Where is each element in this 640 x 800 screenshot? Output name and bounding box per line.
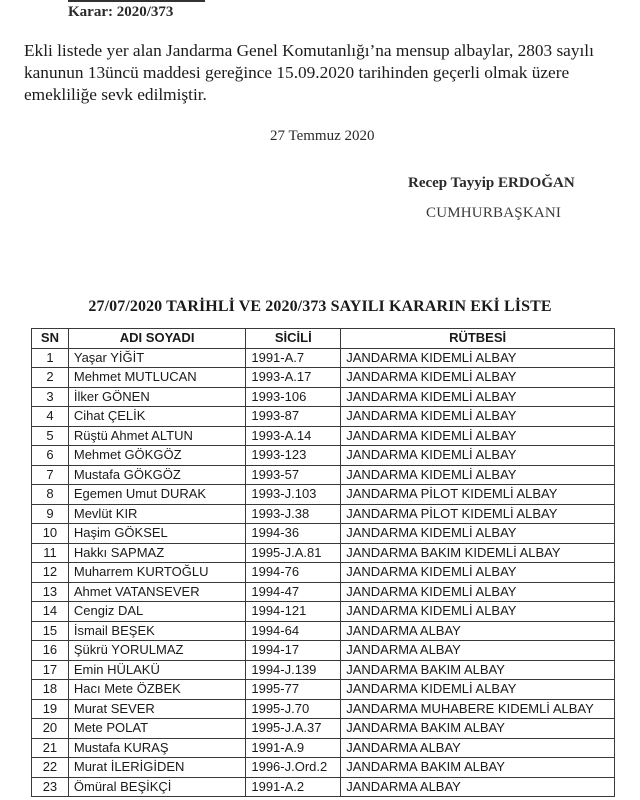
cell-rank: JANDARMA ALBAY	[341, 621, 615, 641]
cell-sicil: 1993-57	[246, 465, 341, 485]
cell-name: Muharrem KURTOĞLU	[68, 563, 245, 583]
cell-sicil: 1993-123	[246, 446, 341, 466]
signer-title: CUMHURBAŞKANI	[426, 205, 562, 221]
table-row	[32, 387, 615, 407]
cell-sicil: 1993-J.38	[246, 504, 341, 524]
cell-rank: JANDARMA KIDEMLİ ALBAY	[341, 602, 615, 622]
table-row	[32, 348, 615, 368]
cell-sicil: 1995-77	[246, 680, 341, 700]
cell-rank: JANDARMA PİLOT KIDEMLİ ALBAY	[341, 504, 615, 524]
cell-sicil: 1994-47	[246, 582, 341, 602]
cell-sicil: 1993-87	[246, 407, 341, 427]
table-row	[32, 543, 615, 563]
cell-name: Murat İLERİGİDEN	[68, 758, 245, 778]
cell-name: Mete POLAT	[68, 719, 245, 739]
cell-name: Mevlüt KIR	[68, 504, 245, 524]
cell-rank: JANDARMA BAKIM KIDEMLİ ALBAY	[341, 543, 615, 563]
cell-name: Emin HÜLAKÜ	[68, 660, 245, 680]
cell-sn: 21	[32, 738, 69, 758]
top-underline-rule	[68, 0, 205, 2]
cell-sn: 8	[32, 485, 69, 505]
cell-sn: 6	[32, 446, 69, 466]
cell-sn: 9	[32, 504, 69, 524]
cell-rank: JANDARMA ALBAY	[341, 641, 615, 661]
cell-sn: 22	[32, 758, 69, 778]
table-body	[32, 348, 615, 797]
cell-sn: 13	[32, 582, 69, 602]
table-row	[32, 368, 615, 388]
cell-sn: 18	[32, 680, 69, 700]
cell-rank: JANDARMA KIDEMLİ ALBAY	[341, 582, 615, 602]
cell-sicil: 1993-106	[246, 387, 341, 407]
table-row	[32, 699, 615, 719]
cell-name: Şükrü YORULMAZ	[68, 641, 245, 661]
cell-sn: 3	[32, 387, 69, 407]
decision-body-text: Ekli listede yer alan Jandarma Genel Komutanlığı’na mensup albaylar, 2803 sayılı kanunun 13üncü maddesi gereğince 15.09.2020 tarihinden geçerli olmak üzere emekliliğe sevk edilmiştir.	[24, 41, 594, 104]
decision-number: Karar: 2020/373	[68, 4, 174, 20]
cell-sn: 19	[32, 699, 69, 719]
cell-name: İsmail BEŞEK	[68, 621, 245, 641]
cell-sn: 20	[32, 719, 69, 739]
cell-name: Cihat ÇELİK	[68, 407, 245, 427]
cell-sicil: 1994-17	[246, 641, 341, 661]
cell-sn: 17	[32, 660, 69, 680]
table-row	[32, 602, 615, 622]
cell-name: Hakkı SAPMAZ	[68, 543, 245, 563]
table-row	[32, 582, 615, 602]
table-row	[32, 426, 615, 446]
cell-sicil: 1991-A.9	[246, 738, 341, 758]
column-header-name: ADI SOYADI	[68, 329, 245, 349]
table-header-row	[32, 329, 615, 349]
cell-sn: 5	[32, 426, 69, 446]
table-row	[32, 680, 615, 700]
column-header-sn: SN	[32, 329, 69, 349]
signer-name: Recep Tayyip ERDOĞAN	[408, 175, 575, 191]
cell-sicil: 1994-J.139	[246, 660, 341, 680]
cell-name: Ahmet VATANSEVER	[68, 582, 245, 602]
cell-sicil: 1993-A.14	[246, 426, 341, 446]
cell-rank: JANDARMA KIDEMLİ ALBAY	[341, 524, 615, 544]
cell-name: Mustafa KURAŞ	[68, 738, 245, 758]
cell-name: Mehmet GÖKGÖZ	[68, 446, 245, 466]
cell-sn: 1	[32, 348, 69, 368]
cell-rank: JANDARMA MUHABERE KIDEMLİ ALBAY	[341, 699, 615, 719]
table-row	[32, 641, 615, 661]
cell-sn: 2	[32, 368, 69, 388]
cell-name: Murat SEVER	[68, 699, 245, 719]
cell-name: Egemen Umut DURAK	[68, 485, 245, 505]
cell-rank: JANDARMA KIDEMLİ ALBAY	[341, 368, 615, 388]
cell-sicil: 1996-J.Ord.2	[246, 758, 341, 778]
cell-rank: JANDARMA KIDEMLİ ALBAY	[341, 407, 615, 427]
cell-sn: 23	[32, 777, 69, 797]
cell-sicil: 1991-A.2	[246, 777, 341, 797]
cell-rank: JANDARMA KIDEMLİ ALBAY	[341, 387, 615, 407]
column-header-sicil: SİCİLİ	[246, 329, 341, 349]
cell-sn: 7	[32, 465, 69, 485]
decision-date: 27 Temmuz 2020	[270, 128, 375, 144]
cell-sicil: 1993-A.17	[246, 368, 341, 388]
list-title: 27/07/2020 TARİHLİ VE 2020/373 SAYILI KARARIN EKİ LİSTE	[88, 298, 552, 315]
cell-rank: JANDARMA KIDEMLİ ALBAY	[341, 348, 615, 368]
cell-name: Mehmet MUTLUCAN	[68, 368, 245, 388]
table-row	[32, 777, 615, 797]
cell-sn: 4	[32, 407, 69, 427]
cell-sn: 16	[32, 641, 69, 661]
table-row	[32, 407, 615, 427]
cell-name: Cengiz DAL	[68, 602, 245, 622]
cell-name: Rüştü Ahmet ALTUN	[68, 426, 245, 446]
cell-rank: JANDARMA BAKIM ALBAY	[341, 719, 615, 739]
cell-name: Ömüral BEŞİKÇİ	[68, 777, 245, 797]
cell-sicil: 1994-76	[246, 563, 341, 583]
cell-rank: JANDARMA ALBAY	[341, 738, 615, 758]
retirement-list-table	[31, 328, 615, 797]
cell-sn: 11	[32, 543, 69, 563]
cell-rank: JANDARMA BAKIM ALBAY	[341, 758, 615, 778]
cell-name: Mustafa GÖKGÖZ	[68, 465, 245, 485]
table-row	[32, 621, 615, 641]
cell-name: Yaşar YİĞİT	[68, 348, 245, 368]
cell-rank: JANDARMA KIDEMLİ ALBAY	[341, 465, 615, 485]
cell-sn: 10	[32, 524, 69, 544]
table-row	[32, 563, 615, 583]
cell-sicil: 1994-121	[246, 602, 341, 622]
cell-name: Haşim GÖKSEL	[68, 524, 245, 544]
cell-sn: 15	[32, 621, 69, 641]
cell-sicil: 1993-J.103	[246, 485, 341, 505]
cell-sicil: 1994-36	[246, 524, 341, 544]
table-row	[32, 719, 615, 739]
cell-rank: JANDARMA ALBAY	[341, 777, 615, 797]
cell-sn: 14	[32, 602, 69, 622]
cell-rank: JANDARMA KIDEMLİ ALBAY	[341, 446, 615, 466]
table-row	[32, 738, 615, 758]
cell-sicil: 1995-J.A.81	[246, 543, 341, 563]
cell-sicil: 1995-J.70	[246, 699, 341, 719]
column-header-rank: RÜTBESİ	[341, 329, 615, 349]
table-row	[32, 758, 615, 778]
cell-rank: JANDARMA BAKIM ALBAY	[341, 660, 615, 680]
cell-rank: JANDARMA PİLOT KIDEMLİ ALBAY	[341, 485, 615, 505]
table-row	[32, 504, 615, 524]
table-row	[32, 524, 615, 544]
cell-rank: JANDARMA KIDEMLİ ALBAY	[341, 680, 615, 700]
cell-sicil: 1991-A.7	[246, 348, 341, 368]
cell-rank: JANDARMA KIDEMLİ ALBAY	[341, 563, 615, 583]
table-row	[32, 446, 615, 466]
cell-sn: 12	[32, 563, 69, 583]
table-row	[32, 485, 615, 505]
table-row	[32, 660, 615, 680]
cell-rank: JANDARMA KIDEMLİ ALBAY	[341, 426, 615, 446]
table-row	[32, 465, 615, 485]
cell-name: Hacı Mete ÖZBEK	[68, 680, 245, 700]
cell-name: İlker GÖNEN	[68, 387, 245, 407]
cell-sicil: 1995-J.A.37	[246, 719, 341, 739]
cell-sicil: 1994-64	[246, 621, 341, 641]
